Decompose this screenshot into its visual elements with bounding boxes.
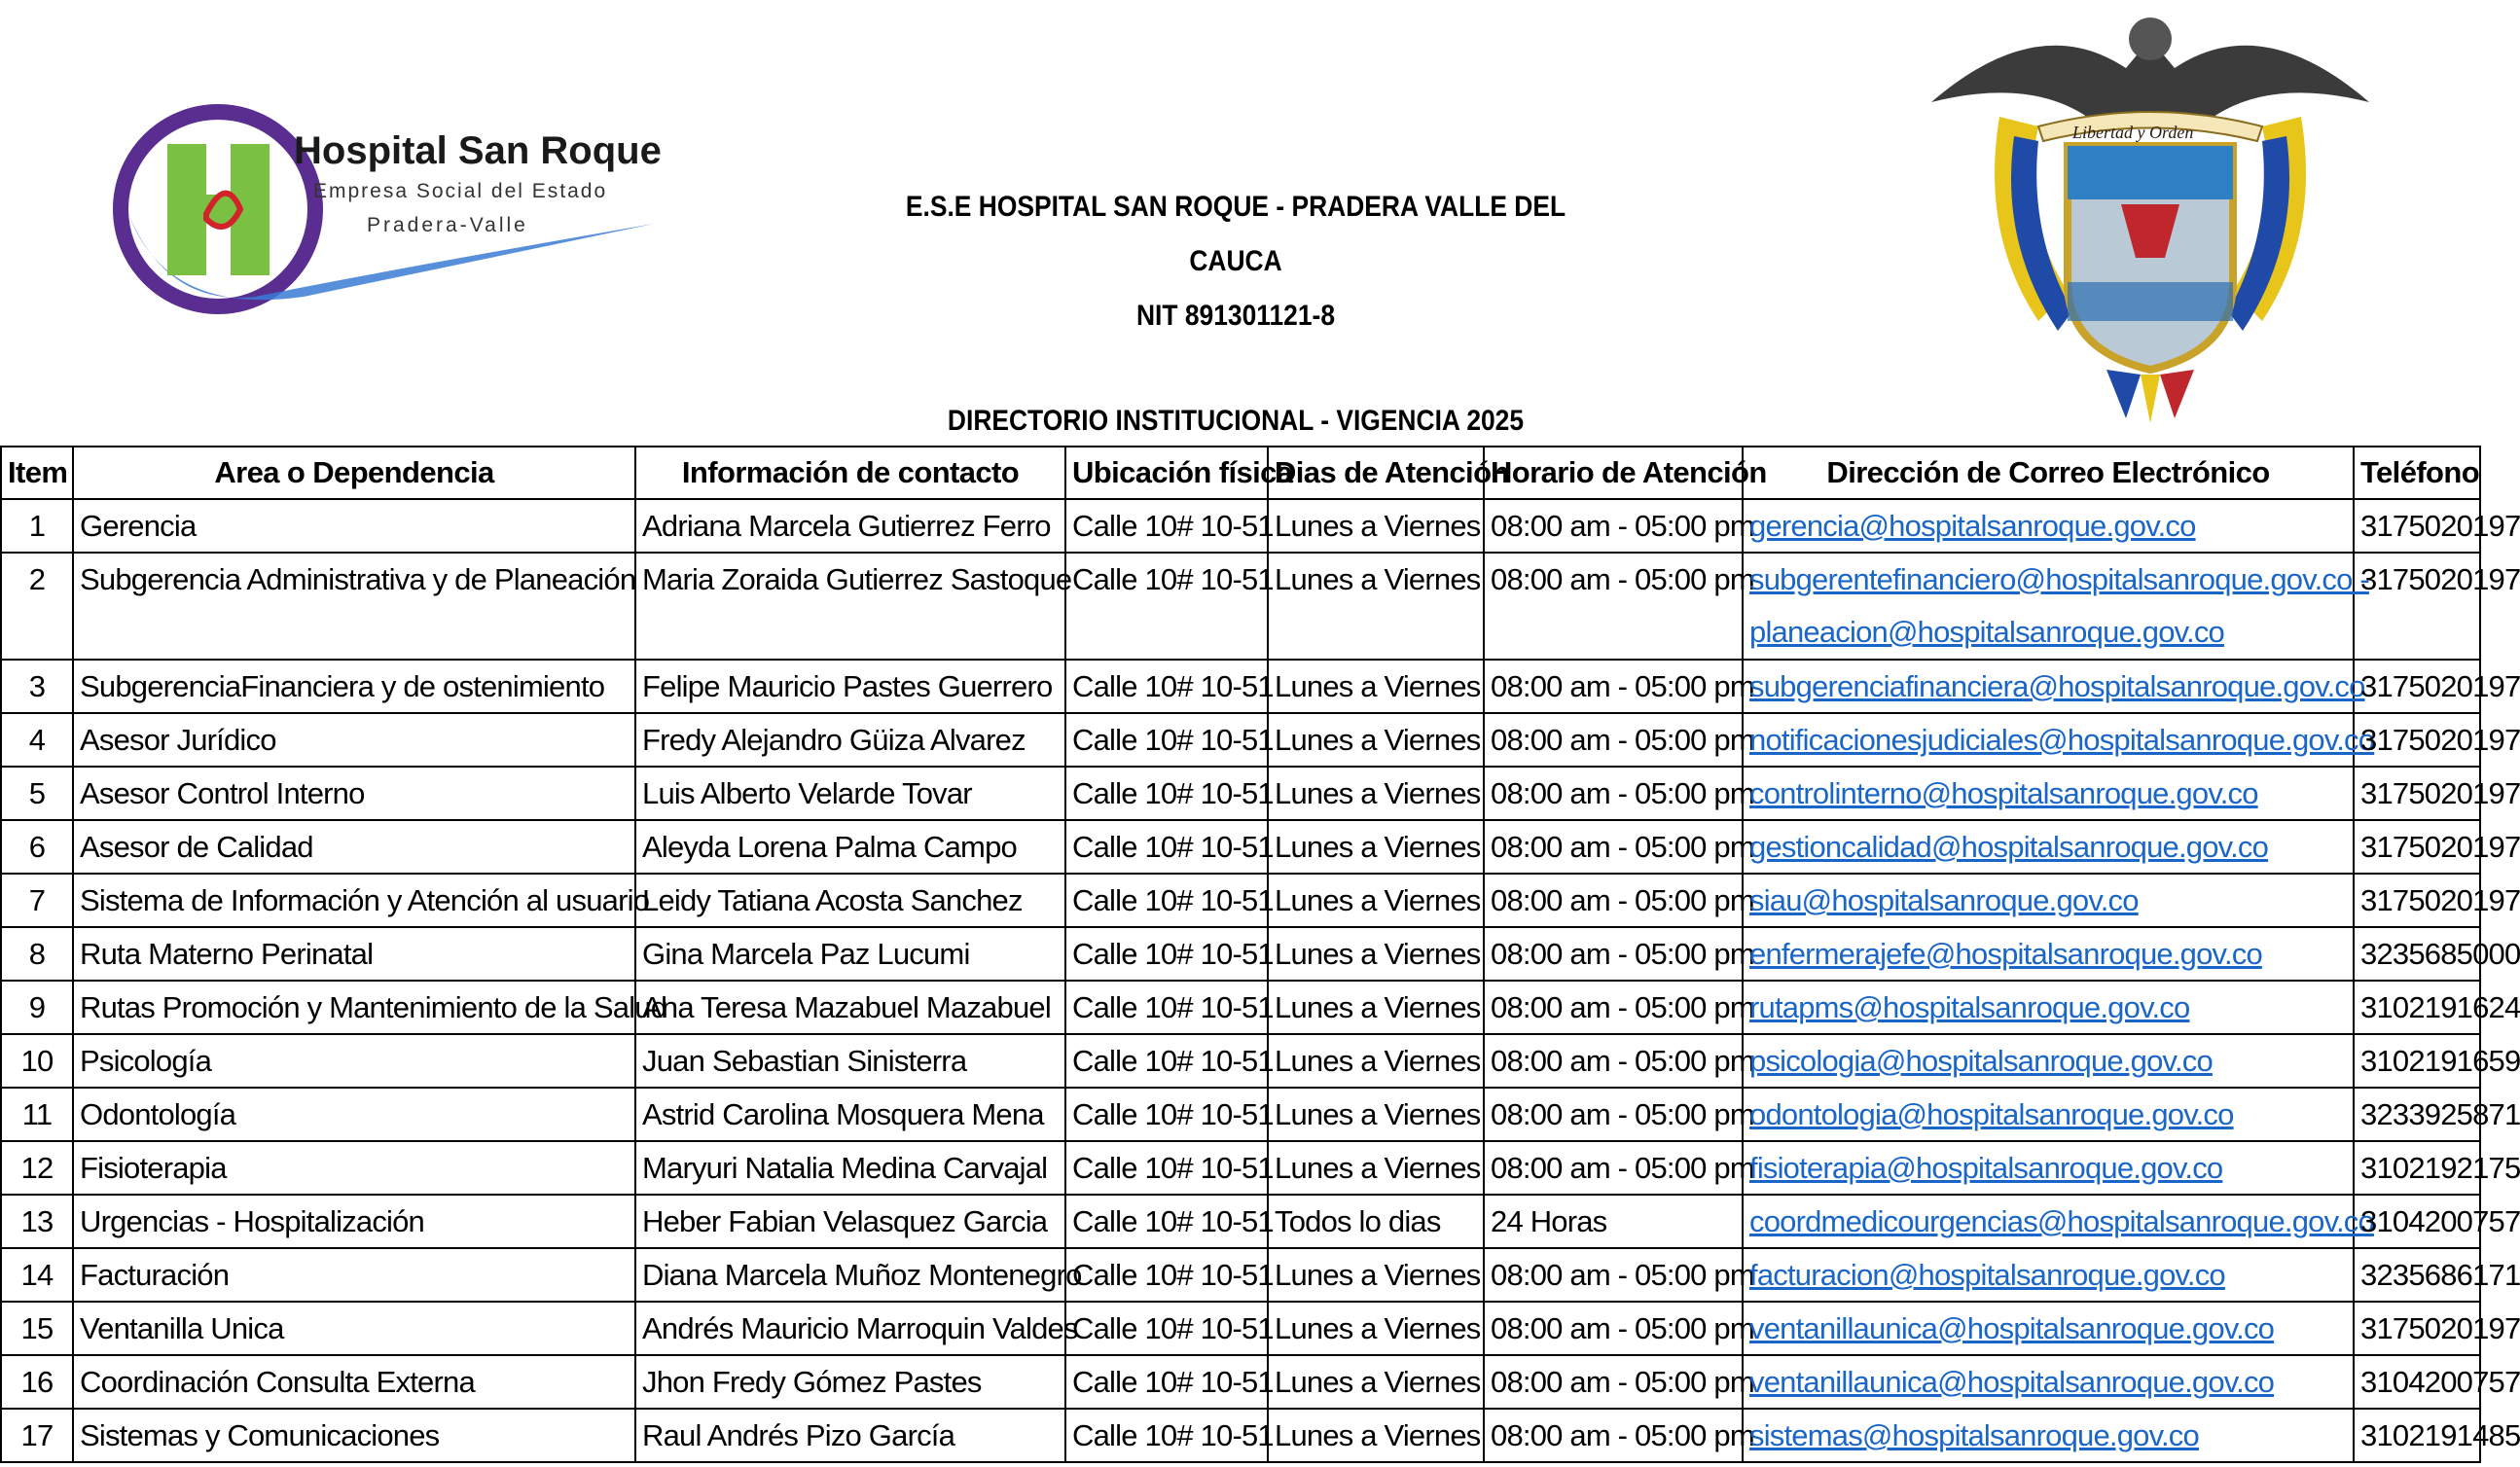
email-link[interactable]: odontologia@hospitalsanroque.gov.co [1749, 1097, 2234, 1131]
cell-phone: 3175020197 [2354, 713, 2480, 767]
cell-email [1743, 1248, 2354, 1302]
cell-days: Lunes a Viernes [1268, 1034, 1484, 1088]
cell-location: Calle 10# 10-51 [1065, 820, 1268, 874]
table-row [1, 1302, 2480, 1355]
cell-location: Calle 10# 10-51 [1065, 981, 1268, 1034]
cell-item: 8 [1, 927, 73, 981]
cell-days: Lunes a Viernes [1268, 1248, 1484, 1302]
cell-email [1743, 767, 2354, 820]
cell-location: Calle 10# 10-51 [1065, 1195, 1268, 1248]
cell-email [1743, 820, 2354, 874]
cell-area: Asesor Control Interno [73, 767, 635, 820]
cell-phone: 3102191624 [2354, 981, 2480, 1034]
cell-contact: Maryuri Natalia Medina Carvajal [635, 1141, 1065, 1195]
cell-email [1743, 1034, 2354, 1088]
logo-name: Hospital San Roque [294, 129, 662, 172]
cell-area: Odontología [73, 1088, 635, 1141]
cell-hours: 08:00 am - 05:00 pm [1484, 1141, 1743, 1195]
column-header-hours: Horario de Atención [1484, 447, 1743, 499]
cell-phone: 3175020197 [2354, 499, 2480, 553]
table-row [1, 1355, 2480, 1409]
cell-phone: 3235686171 [2354, 1248, 2480, 1302]
email-link[interactable]: subgerentefinanciero@hospitalsanroque.gov.co - [1749, 562, 2369, 596]
email-link[interactable]: psicologia@hospitalsanroque.gov.co [1749, 1044, 2213, 1078]
cell-location: Calle 10# 10-51 [1065, 1302, 1268, 1355]
cell-item: 6 [1, 820, 73, 874]
cell-area: Psicología [73, 1034, 635, 1088]
email-link-secondary[interactable]: planeacion@hospitalsanroque.gov.co [1749, 615, 2224, 649]
hospital-logo [109, 97, 662, 321]
cell-email [1743, 981, 2354, 1034]
directory-title: DIRECTORIO INSTITUCIONAL - VIGENCIA 2025 [947, 405, 1525, 437]
cell-hours: 08:00 am - 05:00 pm [1484, 553, 1743, 660]
cell-hours: 24 Horas [1484, 1195, 1743, 1248]
cell-contact: Raul Andrés Pizo García [635, 1409, 1065, 1462]
cell-phone: 3104200757 [2354, 1195, 2480, 1248]
cell-location: Calle 10# 10-51 [1065, 874, 1268, 927]
cell-contact: Maria Zoraida Gutierrez Sastoque [635, 553, 1065, 660]
cell-days: Lunes a Viernes [1268, 660, 1484, 713]
email-link[interactable]: sistemas@hospitalsanroque.gov.co [1749, 1418, 2199, 1452]
cell-email [1743, 660, 2365, 713]
cell-days: Lunes a Viernes [1268, 499, 1484, 553]
cell-contact: Gina Marcela Paz Lucumi [635, 927, 1065, 981]
cell-item: 4 [1, 713, 73, 767]
cell-location: Calle 10# 10-51 [1065, 499, 1268, 553]
cell-contact: Andrés Mauricio Marroquin Valdes [635, 1302, 1065, 1355]
table-row [1, 660, 2480, 713]
cell-area: Asesor Jurídico [73, 713, 635, 767]
table-row [1, 927, 2480, 981]
cell-days: Lunes a Viernes [1268, 1409, 1484, 1462]
cell-phone: 3175020197 [2354, 1302, 2480, 1355]
cell-days: Lunes a Viernes [1268, 874, 1484, 927]
column-header-email: Dirección de Correo Electrónico [1743, 447, 2354, 499]
cell-area: Sistema de Información y Atención al usuario [73, 874, 635, 927]
email-link[interactable]: ventanillaunica@hospitalsanroque.gov.co [1749, 1311, 2275, 1345]
cell-phone: 3235685000 [2354, 927, 2480, 981]
cell-phone: 3102192175 [2354, 1141, 2480, 1195]
cell-item: 14 [1, 1248, 73, 1302]
cell-days: Lunes a Viernes [1268, 1141, 1484, 1195]
email-link[interactable]: enfermerajefe@hospitalsanroque.gov.co [1749, 937, 2262, 971]
cell-email [1743, 713, 2375, 767]
cell-days: Lunes a Viernes [1268, 553, 1484, 660]
cell-hours: 08:00 am - 05:00 pm [1484, 713, 1743, 767]
cell-hours: 08:00 am - 05:00 pm [1484, 499, 1743, 553]
email-link[interactable]: gerencia@hospitalsanroque.gov.co [1749, 509, 2196, 543]
cell-area: Urgencias - Hospitalización [73, 1195, 635, 1248]
cell-contact: Luis Alberto Velarde Tovar [635, 767, 1065, 820]
cell-days: Lunes a Viernes [1268, 1355, 1484, 1409]
document-header [846, 180, 1625, 448]
table-row [1, 1034, 2480, 1088]
table-row [1, 499, 2480, 553]
table-row [1, 1409, 2480, 1462]
email-link[interactable]: fisioterapia@hospitalsanroque.gov.co [1749, 1151, 2223, 1185]
cell-days: Lunes a Viernes [1268, 713, 1484, 767]
column-header-days: Dias de Atención [1268, 447, 1484, 499]
directory-table-container [0, 446, 2520, 1463]
cell-phone: 3102191659 [2354, 1034, 2480, 1088]
cell-contact: Astrid Carolina Mosquera Mena [635, 1088, 1065, 1141]
cell-contact: Adriana Marcela Gutierrez Ferro [635, 499, 1065, 553]
cell-days: Lunes a Viernes [1268, 981, 1484, 1034]
cell-phone: 3175020197 [2354, 660, 2480, 713]
cell-contact: Aleyda Lorena Palma Campo [635, 820, 1065, 874]
email-link[interactable]: notificacionesjudiciales@hospitalsanroque.gov.co [1749, 723, 2375, 757]
email-link[interactable]: facturacion@hospitalsanroque.gov.co [1749, 1258, 2225, 1292]
cell-hours: 08:00 am - 05:00 pm [1484, 1355, 1743, 1409]
cell-contact: Ana Teresa Mazabuel Mazabuel [635, 981, 1065, 1034]
table-row [1, 820, 2480, 874]
cell-contact: Fredy Alejandro Güiza Alvarez [635, 713, 1065, 767]
cell-hours: 08:00 am - 05:00 pm [1484, 1248, 1743, 1302]
cell-hours: 08:00 am - 05:00 pm [1484, 1034, 1743, 1088]
cell-hours: 08:00 am - 05:00 pm [1484, 1302, 1743, 1355]
cell-item: 1 [1, 499, 73, 553]
coat-of-arms-icon [1922, 0, 2379, 428]
cell-area: Subgerencia Administrativa y de Planeación [73, 553, 635, 660]
cell-contact: Leidy Tatiana Acosta Sanchez [635, 874, 1065, 927]
cell-hours: 08:00 am - 05:00 pm [1484, 981, 1743, 1034]
cell-email [1743, 1141, 2354, 1195]
logo-place: Pradera-Valle [367, 214, 528, 236]
cell-location: Calle 10# 10-51 [1065, 927, 1268, 981]
column-header-contact: Información de contacto [635, 447, 1065, 499]
table-row [1, 1088, 2480, 1141]
cell-item: 12 [1, 1141, 73, 1195]
email-link[interactable]: controlinterno@hospitalsanroque.gov.co [1749, 776, 2258, 810]
cell-item: 13 [1, 1195, 73, 1248]
cell-days: Lunes a Viernes [1268, 820, 1484, 874]
cell-area: Ventanilla Unica [73, 1302, 635, 1355]
cell-contact: Juan Sebastian Sinisterra [635, 1034, 1065, 1088]
cell-area: Gerencia [73, 499, 635, 553]
cell-location: Calle 10# 10-51 [1065, 1034, 1268, 1088]
table-header-row [1, 447, 2480, 499]
column-header-location: Ubicación física [1065, 447, 1268, 499]
table-row [1, 1195, 2480, 1248]
cell-days: Todos lo dias [1268, 1195, 1484, 1248]
table-row [1, 1248, 2480, 1302]
cell-area: Ruta Materno Perinatal [73, 927, 635, 981]
cell-area: Asesor de Calidad [73, 820, 635, 874]
cell-contact: Diana Marcela Muñoz Montenegro [635, 1248, 1065, 1302]
cell-location: Calle 10# 10-51 [1065, 553, 1268, 660]
table-row [1, 713, 2480, 767]
column-header-phone: Teléfono [2354, 447, 2480, 499]
table-body [1, 499, 2520, 1462]
table-row [1, 553, 2480, 660]
crest-motto: Libertad y Orden [2072, 123, 2194, 142]
nit-line: NIT 891301121-8 [1135, 300, 1336, 332]
cell-area: Facturación [73, 1248, 635, 1302]
cell-hours: 08:00 am - 05:00 pm [1484, 927, 1743, 981]
cell-location: Calle 10# 10-51 [1065, 1409, 1268, 1462]
email-link[interactable]: gestioncalidad@hospitalsanroque.gov.co [1749, 830, 2269, 864]
cell-days: Lunes a Viernes [1268, 1088, 1484, 1141]
cell-item: 7 [1, 874, 73, 927]
cell-days: Lunes a Viernes [1268, 927, 1484, 981]
cell-phone: 3104200757 [2354, 1355, 2480, 1409]
cell-hours: 08:00 am - 05:00 pm [1484, 820, 1743, 874]
cell-phone: 3175020197 [2354, 874, 2480, 927]
cell-location: Calle 10# 10-51 [1065, 1141, 1268, 1195]
cell-phone: 3102191485 [2354, 1409, 2480, 1462]
cell-item: 11 [1, 1088, 73, 1141]
cell-item: 15 [1, 1302, 73, 1355]
cell-area: Fisioterapia [73, 1141, 635, 1195]
cell-location: Calle 10# 10-51 [1065, 660, 1268, 713]
hospital-logo-icon [109, 97, 662, 321]
table-row [1, 1141, 2480, 1195]
cell-hours: 08:00 am - 05:00 pm [1484, 1088, 1743, 1141]
email-link[interactable]: siau@hospitalsanroque.gov.co [1749, 883, 2139, 917]
cell-contact: Jhon Fredy Gómez Pastes [635, 1355, 1065, 1409]
email-link[interactable]: ventanillaunica@hospitalsanroque.gov.co [1749, 1365, 2275, 1399]
column-header-item: Item [1, 447, 73, 499]
cell-contact: Felipe Mauricio Pastes Guerrero [635, 660, 1065, 713]
cell-item: 9 [1, 981, 73, 1034]
cell-area: Sistemas y Comunicaciones [73, 1409, 635, 1462]
cell-phone: 3233925871 [2354, 1088, 2480, 1141]
cell-email [1743, 1195, 2374, 1248]
cell-area: Rutas Promoción y Mantenimiento de la Salud [73, 981, 635, 1034]
cell-location: Calle 10# 10-51 [1065, 1088, 1268, 1141]
cell-area: SubgerenciaFinanciera y de ostenimiento [73, 660, 635, 713]
cell-email [1743, 1088, 2354, 1141]
table-row [1, 767, 2480, 820]
email-link[interactable]: rutapms@hospitalsanroque.gov.co [1749, 990, 2190, 1024]
directory-table [0, 446, 2520, 1463]
cell-hours: 08:00 am - 05:00 pm [1484, 660, 1743, 713]
cell-item: 2 [1, 553, 73, 660]
cell-contact: Heber Fabian Velasquez Garcia [635, 1195, 1065, 1248]
cell-email [1743, 874, 2354, 927]
cell-item: 17 [1, 1409, 73, 1462]
cell-hours: 08:00 am - 05:00 pm [1484, 767, 1743, 820]
cell-item: 10 [1, 1034, 73, 1088]
table-row [1, 981, 2480, 1034]
cell-area: Coordinación Consulta Externa [73, 1355, 635, 1409]
logo-subtitle: Empresa Social del Estado [313, 180, 608, 202]
cell-days: Lunes a Viernes [1268, 767, 1484, 820]
cell-email [1743, 1355, 2354, 1409]
cell-item: 3 [1, 660, 73, 713]
cell-email [1743, 927, 2354, 981]
cell-days: Lunes a Viernes [1268, 1302, 1484, 1355]
cell-item: 5 [1, 767, 73, 820]
cell-location: Calle 10# 10-51 [1065, 1355, 1268, 1409]
cell-phone: 3175020197 [2354, 767, 2480, 820]
cell-email [1743, 499, 2354, 553]
colombia-coat-of-arms [1922, 0, 2379, 428]
cell-location: Calle 10# 10-51 [1065, 1248, 1268, 1302]
cell-email [1743, 553, 2369, 660]
cell-email [1743, 1302, 2354, 1355]
cell-hours: 08:00 am - 05:00 pm [1484, 874, 1743, 927]
table-row [1, 874, 2480, 927]
email-link[interactable]: subgerenciafinanciera@hospitalsanroque.gov.co [1749, 669, 2365, 703]
cell-item: 16 [1, 1355, 73, 1409]
column-header-area: Area o Dependencia [73, 447, 635, 499]
cell-hours: 08:00 am - 05:00 pm [1484, 1409, 1743, 1462]
institution-title: E.S.E HOSPITAL SAN ROQUE - PRADERA VALLE DEL CAUCA [905, 191, 1566, 277]
cell-email [1743, 1409, 2354, 1462]
email-link[interactable]: coordmedicourgencias@hospitalsanroque.gov.co [1749, 1204, 2374, 1238]
cell-location: Calle 10# 10-51 [1065, 713, 1268, 767]
cell-phone: 3175020197 [2354, 820, 2480, 874]
cell-phone: 3175020197 [2354, 553, 2480, 660]
cell-location: Calle 10# 10-51 [1065, 767, 1268, 820]
